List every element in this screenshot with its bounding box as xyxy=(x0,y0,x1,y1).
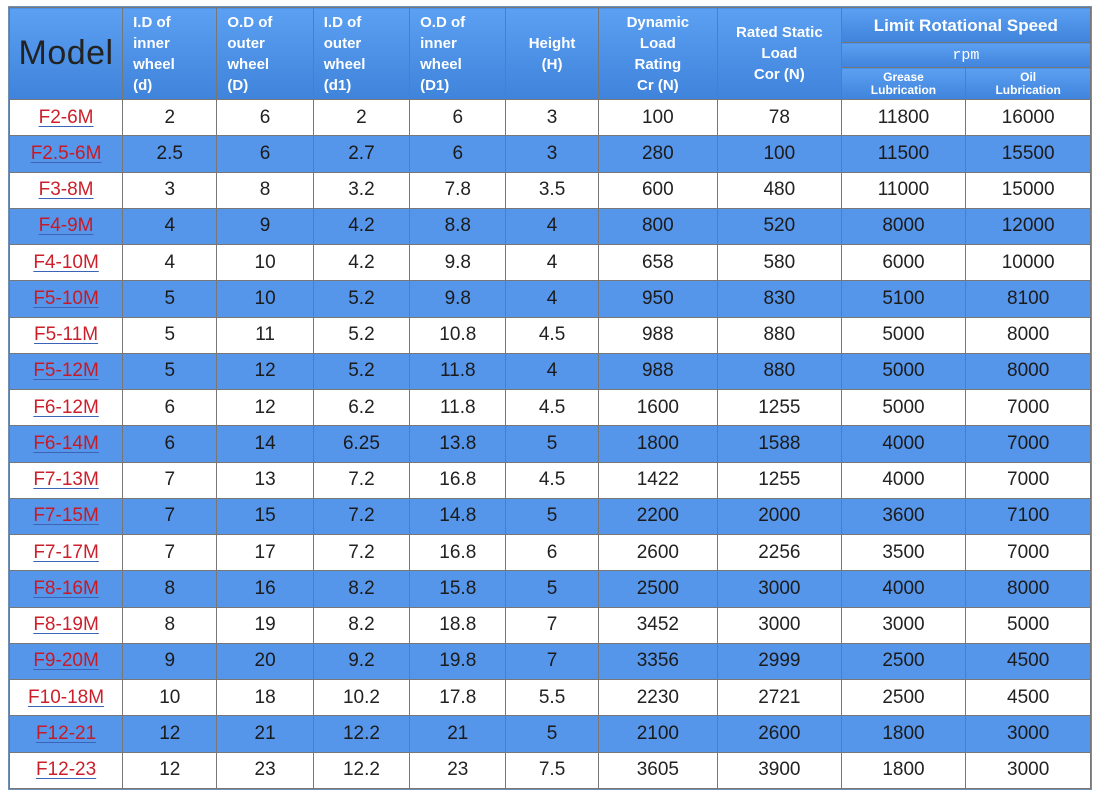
header-line: Lubrication xyxy=(870,82,937,97)
height-cell: 3.5 xyxy=(506,172,598,208)
height-cell: 5 xyxy=(506,426,598,462)
id-outer-cell: 5.2 xyxy=(313,281,409,317)
grease-speed-cell: 11000 xyxy=(841,172,966,208)
id-inner-cell: 7 xyxy=(123,498,217,534)
oil-speed-cell: 7100 xyxy=(966,498,1091,534)
grease-speed-cell: 1800 xyxy=(841,752,966,789)
model-cell xyxy=(10,716,123,752)
header-line: wheel xyxy=(420,55,462,73)
table-row xyxy=(10,498,1091,534)
header-line: (d1) xyxy=(323,76,352,94)
id-inner-cell: 12 xyxy=(123,716,217,752)
id-inner-cell: 7 xyxy=(123,462,217,498)
table-row xyxy=(10,607,1091,643)
height-cell: 7 xyxy=(506,643,598,679)
table-row xyxy=(10,462,1091,498)
model-cell xyxy=(10,390,123,426)
static-load-cell: 100 xyxy=(718,136,842,172)
grease-speed-cell: 2500 xyxy=(841,643,966,679)
static-load-cell: 480 xyxy=(718,172,842,208)
header-oil xyxy=(966,68,1091,100)
height-cell: 4.5 xyxy=(506,317,598,353)
oil-speed-cell: 8100 xyxy=(966,281,1091,317)
id-inner-cell: 4 xyxy=(123,208,217,244)
grease-speed-cell: 4000 xyxy=(841,426,966,462)
id-inner-cell: 8 xyxy=(123,607,217,643)
static-load-cell: 880 xyxy=(718,353,842,389)
id-inner-cell: 6 xyxy=(123,426,217,462)
id-inner-cell: 5 xyxy=(123,317,217,353)
dynamic-load-cell: 2200 xyxy=(598,498,717,534)
model-cell xyxy=(10,571,123,607)
dynamic-load-cell: 1600 xyxy=(598,390,717,426)
model-link[interactable]: F5-12M xyxy=(33,360,99,382)
oil-speed-cell: 4500 xyxy=(966,680,1091,716)
header-line: wheel xyxy=(323,55,366,73)
height-cell: 4 xyxy=(506,208,598,244)
od-inner-cell: 18.8 xyxy=(410,607,506,643)
oil-speed-cell: 7000 xyxy=(966,426,1091,462)
id-outer-cell: 4.2 xyxy=(313,208,409,244)
grease-speed-cell: 3600 xyxy=(841,498,966,534)
model-link[interactable]: F7-13M xyxy=(33,469,99,491)
od-outer-cell: 6 xyxy=(217,100,313,136)
id-outer-cell: 6.2 xyxy=(313,390,409,426)
model-cell xyxy=(10,462,123,498)
header-dynamic-load xyxy=(598,8,717,100)
oil-speed-cell: 15000 xyxy=(966,172,1091,208)
oil-speed-cell: 15500 xyxy=(966,136,1091,172)
static-load-cell: 1588 xyxy=(718,426,842,462)
id-outer-cell: 8.2 xyxy=(313,607,409,643)
bearing-spec-table-container xyxy=(8,6,1092,790)
static-load-cell: 78 xyxy=(718,100,842,136)
dynamic-load-cell: 2230 xyxy=(598,680,717,716)
id-outer-cell: 12.2 xyxy=(313,716,409,752)
height-cell: 4 xyxy=(506,245,598,281)
grease-speed-cell: 11500 xyxy=(841,136,966,172)
table-row xyxy=(10,100,1091,136)
height-cell: 5 xyxy=(506,498,598,534)
table-row xyxy=(10,643,1091,679)
model-cell xyxy=(10,752,123,789)
header-line: (D1) xyxy=(420,76,450,94)
header-limit-speed: Limit Rotational Speed xyxy=(841,8,1090,43)
oil-speed-cell: 7000 xyxy=(966,390,1091,426)
oil-speed-cell: 8000 xyxy=(966,353,1091,389)
header-line: Rating xyxy=(634,55,682,73)
od-outer-cell: 12 xyxy=(217,353,313,389)
oil-speed-cell: 3000 xyxy=(966,716,1091,752)
od-inner-cell: 10.8 xyxy=(410,317,506,353)
id-outer-cell: 12.2 xyxy=(313,752,409,789)
dynamic-load-cell: 600 xyxy=(598,172,717,208)
dynamic-load-cell: 2600 xyxy=(598,535,717,571)
height-cell: 3 xyxy=(506,100,598,136)
dynamic-load-cell: 950 xyxy=(598,281,717,317)
model-link[interactable]: F5-10M xyxy=(33,287,99,309)
header-line: Cr (N) xyxy=(637,76,679,94)
id-outer-cell: 8.2 xyxy=(313,571,409,607)
od-inner-cell: 7.8 xyxy=(410,172,506,208)
table-row xyxy=(10,245,1091,281)
height-cell: 3 xyxy=(506,136,598,172)
header-line: Lubrication xyxy=(995,82,1061,97)
static-load-cell: 830 xyxy=(718,281,842,317)
model-link[interactable]: F3-8M xyxy=(38,179,94,201)
od-outer-cell: 21 xyxy=(217,716,313,752)
od-outer-cell: 6 xyxy=(217,136,313,172)
header-rpm: rpm xyxy=(841,43,1090,68)
grease-speed-cell: 5000 xyxy=(841,390,966,426)
id-inner-cell: 2.5 xyxy=(123,136,217,172)
model-link[interactable]: F8-16M xyxy=(33,577,99,599)
table-row xyxy=(10,353,1091,389)
model-link[interactable]: F2-6M xyxy=(38,106,94,128)
id-inner-cell: 12 xyxy=(123,752,217,789)
id-outer-cell: 7.2 xyxy=(313,462,409,498)
model-link[interactable]: F4-9M xyxy=(38,215,94,237)
model-cell xyxy=(10,317,123,353)
od-inner-cell: 14.8 xyxy=(410,498,506,534)
model-link[interactable]: F6-14M xyxy=(33,432,99,454)
od-inner-cell: 23 xyxy=(410,752,506,789)
header-line: (H) xyxy=(541,55,563,73)
table-row xyxy=(10,208,1091,244)
grease-speed-cell: 5000 xyxy=(841,353,966,389)
header-line: Oil xyxy=(1020,69,1037,84)
od-inner-cell: 11.8 xyxy=(410,353,506,389)
header-line: Dynamic xyxy=(626,13,690,31)
model-cell xyxy=(10,100,123,136)
od-inner-cell: 6 xyxy=(410,136,506,172)
dynamic-load-cell: 100 xyxy=(598,100,717,136)
header-line: Load xyxy=(761,45,798,62)
od-outer-cell: 15 xyxy=(217,498,313,534)
id-outer-cell: 3.2 xyxy=(313,172,409,208)
grease-speed-cell: 5100 xyxy=(841,281,966,317)
model-link[interactable]: F5-11M xyxy=(34,324,99,346)
header-line: inner xyxy=(420,34,457,52)
header-line: Grease xyxy=(883,69,924,84)
static-load-cell: 520 xyxy=(718,208,842,244)
static-load-cell: 1255 xyxy=(718,390,842,426)
oil-speed-cell: 4500 xyxy=(966,643,1091,679)
static-load-cell: 2256 xyxy=(718,535,842,571)
oil-speed-cell: 7000 xyxy=(966,462,1091,498)
model-link[interactable]: F2.5-6M xyxy=(30,142,102,164)
od-outer-cell: 20 xyxy=(217,643,313,679)
oil-speed-cell: 8000 xyxy=(966,571,1091,607)
height-cell: 5.5 xyxy=(506,680,598,716)
dynamic-load-cell: 2500 xyxy=(598,571,717,607)
grease-speed-cell: 6000 xyxy=(841,245,966,281)
od-outer-cell: 23 xyxy=(217,752,313,789)
header-line: Rated Static xyxy=(735,24,823,41)
od-outer-cell: 12 xyxy=(217,390,313,426)
header-line: outer xyxy=(227,34,265,52)
height-cell: 6 xyxy=(506,535,598,571)
id-inner-cell: 3 xyxy=(123,172,217,208)
header-line: O.D of xyxy=(227,13,273,31)
grease-speed-cell: 3000 xyxy=(841,607,966,643)
dynamic-load-cell: 3356 xyxy=(598,643,717,679)
od-inner-cell: 9.8 xyxy=(410,281,506,317)
id-outer-cell: 7.2 xyxy=(313,535,409,571)
dynamic-load-cell: 2100 xyxy=(598,716,717,752)
model-cell xyxy=(10,353,123,389)
table-row xyxy=(10,136,1091,172)
grease-speed-cell: 4000 xyxy=(841,462,966,498)
od-inner-cell: 11.8 xyxy=(410,390,506,426)
table-row xyxy=(10,281,1091,317)
id-outer-cell: 4.2 xyxy=(313,245,409,281)
od-outer-cell: 8 xyxy=(217,172,313,208)
model-link[interactable]: F9-20M xyxy=(33,650,99,672)
grease-speed-cell: 11800 xyxy=(841,100,966,136)
header-line: wheel xyxy=(133,55,175,73)
model-link[interactable]: F12-21 xyxy=(35,722,97,744)
id-inner-cell: 5 xyxy=(123,353,217,389)
height-cell: 4 xyxy=(506,353,598,389)
header-id-inner xyxy=(123,8,217,100)
od-outer-cell: 17 xyxy=(217,535,313,571)
od-outer-cell: 16 xyxy=(217,571,313,607)
od-outer-cell: 9 xyxy=(217,208,313,244)
header-line: (d) xyxy=(133,76,153,94)
model-cell xyxy=(10,607,123,643)
id-outer-cell: 2.7 xyxy=(313,136,409,172)
oil-speed-cell: 7000 xyxy=(966,535,1091,571)
id-inner-cell: 4 xyxy=(123,245,217,281)
header-static-load xyxy=(718,8,842,100)
model-link[interactable]: F12-23 xyxy=(35,759,97,781)
header-model: Model xyxy=(10,8,123,100)
header-od-outer xyxy=(217,8,313,100)
header-line: inner xyxy=(133,34,170,52)
model-link[interactable]: F7-15M xyxy=(33,505,99,527)
header-height xyxy=(506,8,598,100)
model-cell xyxy=(10,172,123,208)
dynamic-load-cell: 1800 xyxy=(598,426,717,462)
model-cell xyxy=(10,535,123,571)
table-row xyxy=(10,426,1091,462)
oil-speed-cell: 16000 xyxy=(966,100,1091,136)
model-cell xyxy=(10,281,123,317)
grease-speed-cell: 1800 xyxy=(841,716,966,752)
id-inner-cell: 5 xyxy=(123,281,217,317)
id-inner-cell: 2 xyxy=(123,100,217,136)
od-inner-cell: 19.8 xyxy=(410,643,506,679)
static-load-cell: 2999 xyxy=(718,643,842,679)
header-line: I.D of xyxy=(323,13,362,31)
header-grease xyxy=(841,68,966,100)
height-cell: 7.5 xyxy=(506,752,598,789)
od-inner-cell: 6 xyxy=(410,100,506,136)
header-id-outer xyxy=(313,8,409,100)
table-row xyxy=(10,680,1091,716)
od-inner-cell: 21 xyxy=(410,716,506,752)
model-cell xyxy=(10,643,123,679)
height-cell: 5 xyxy=(506,571,598,607)
table-row xyxy=(10,571,1091,607)
od-outer-cell: 14 xyxy=(217,426,313,462)
model-cell xyxy=(10,426,123,462)
oil-speed-cell: 5000 xyxy=(966,607,1091,643)
id-inner-cell: 10 xyxy=(123,680,217,716)
table-row xyxy=(10,752,1091,789)
static-load-cell: 1255 xyxy=(718,462,842,498)
height-cell: 4 xyxy=(506,281,598,317)
id-outer-cell: 7.2 xyxy=(313,498,409,534)
id-outer-cell: 2 xyxy=(313,100,409,136)
id-outer-cell: 6.25 xyxy=(313,426,409,462)
table-row xyxy=(10,390,1091,426)
od-inner-cell: 9.8 xyxy=(410,245,506,281)
table-body xyxy=(10,100,1091,789)
id-inner-cell: 6 xyxy=(123,390,217,426)
table-header xyxy=(10,8,1091,100)
header-line: outer xyxy=(323,34,362,52)
height-cell: 4.5 xyxy=(506,462,598,498)
header-line: Cor (N) xyxy=(753,66,805,83)
static-load-cell: 3000 xyxy=(718,607,842,643)
static-load-cell: 3000 xyxy=(718,571,842,607)
model-link[interactable]: F10-18M xyxy=(28,686,105,708)
dynamic-load-cell: 3605 xyxy=(598,752,717,789)
id-outer-cell: 5.2 xyxy=(313,317,409,353)
od-inner-cell: 16.8 xyxy=(410,462,506,498)
id-outer-cell: 9.2 xyxy=(313,643,409,679)
model-link[interactable]: F4-10M xyxy=(33,251,99,273)
header-line: wheel xyxy=(227,55,270,73)
od-outer-cell: 11 xyxy=(217,317,313,353)
model-link[interactable]: F8-19M xyxy=(33,614,99,636)
header-line: O.D of xyxy=(420,13,466,31)
static-load-cell: 3900 xyxy=(718,752,842,789)
id-inner-cell: 7 xyxy=(123,535,217,571)
od-outer-cell: 10 xyxy=(217,281,313,317)
oil-speed-cell: 3000 xyxy=(966,752,1091,789)
od-inner-cell: 8.8 xyxy=(410,208,506,244)
table-row xyxy=(10,317,1091,353)
header-line: (D) xyxy=(227,76,249,94)
bearing-spec-table xyxy=(9,7,1091,789)
id-inner-cell: 8 xyxy=(123,571,217,607)
grease-speed-cell: 4000 xyxy=(841,571,966,607)
dynamic-load-cell: 988 xyxy=(598,353,717,389)
od-inner-cell: 16.8 xyxy=(410,535,506,571)
dynamic-load-cell: 280 xyxy=(598,136,717,172)
header-line: Height xyxy=(528,34,576,52)
od-outer-cell: 19 xyxy=(217,607,313,643)
model-link[interactable]: F6-12M xyxy=(33,396,99,418)
model-link[interactable]: F7-17M xyxy=(33,541,99,563)
table-row xyxy=(10,716,1091,752)
grease-speed-cell: 2500 xyxy=(841,680,966,716)
height-cell: 5 xyxy=(506,716,598,752)
model-cell xyxy=(10,208,123,244)
od-inner-cell: 15.8 xyxy=(410,571,506,607)
id-outer-cell: 10.2 xyxy=(313,680,409,716)
grease-speed-cell: 8000 xyxy=(841,208,966,244)
grease-speed-cell: 3500 xyxy=(841,535,966,571)
od-outer-cell: 13 xyxy=(217,462,313,498)
id-inner-cell: 9 xyxy=(123,643,217,679)
static-load-cell: 580 xyxy=(718,245,842,281)
od-outer-cell: 10 xyxy=(217,245,313,281)
header-od-inner xyxy=(410,8,506,100)
header-line: I.D of xyxy=(133,13,171,31)
oil-speed-cell: 12000 xyxy=(966,208,1091,244)
dynamic-load-cell: 1422 xyxy=(598,462,717,498)
table-row xyxy=(10,535,1091,571)
table-row xyxy=(10,172,1091,208)
model-cell xyxy=(10,245,123,281)
od-inner-cell: 13.8 xyxy=(410,426,506,462)
static-load-cell: 880 xyxy=(718,317,842,353)
height-cell: 4.5 xyxy=(506,390,598,426)
header-line: Load xyxy=(639,34,676,52)
id-outer-cell: 5.2 xyxy=(313,353,409,389)
static-load-cell: 2721 xyxy=(718,680,842,716)
height-cell: 7 xyxy=(506,607,598,643)
model-cell xyxy=(10,680,123,716)
model-cell xyxy=(10,136,123,172)
model-cell xyxy=(10,498,123,534)
od-inner-cell: 17.8 xyxy=(410,680,506,716)
oil-speed-cell: 8000 xyxy=(966,317,1091,353)
od-outer-cell: 18 xyxy=(217,680,313,716)
static-load-cell: 2600 xyxy=(718,716,842,752)
static-load-cell: 2000 xyxy=(718,498,842,534)
dynamic-load-cell: 3452 xyxy=(598,607,717,643)
dynamic-load-cell: 658 xyxy=(598,245,717,281)
grease-speed-cell: 5000 xyxy=(841,317,966,353)
dynamic-load-cell: 988 xyxy=(598,317,717,353)
oil-speed-cell: 10000 xyxy=(966,245,1091,281)
dynamic-load-cell: 800 xyxy=(598,208,717,244)
